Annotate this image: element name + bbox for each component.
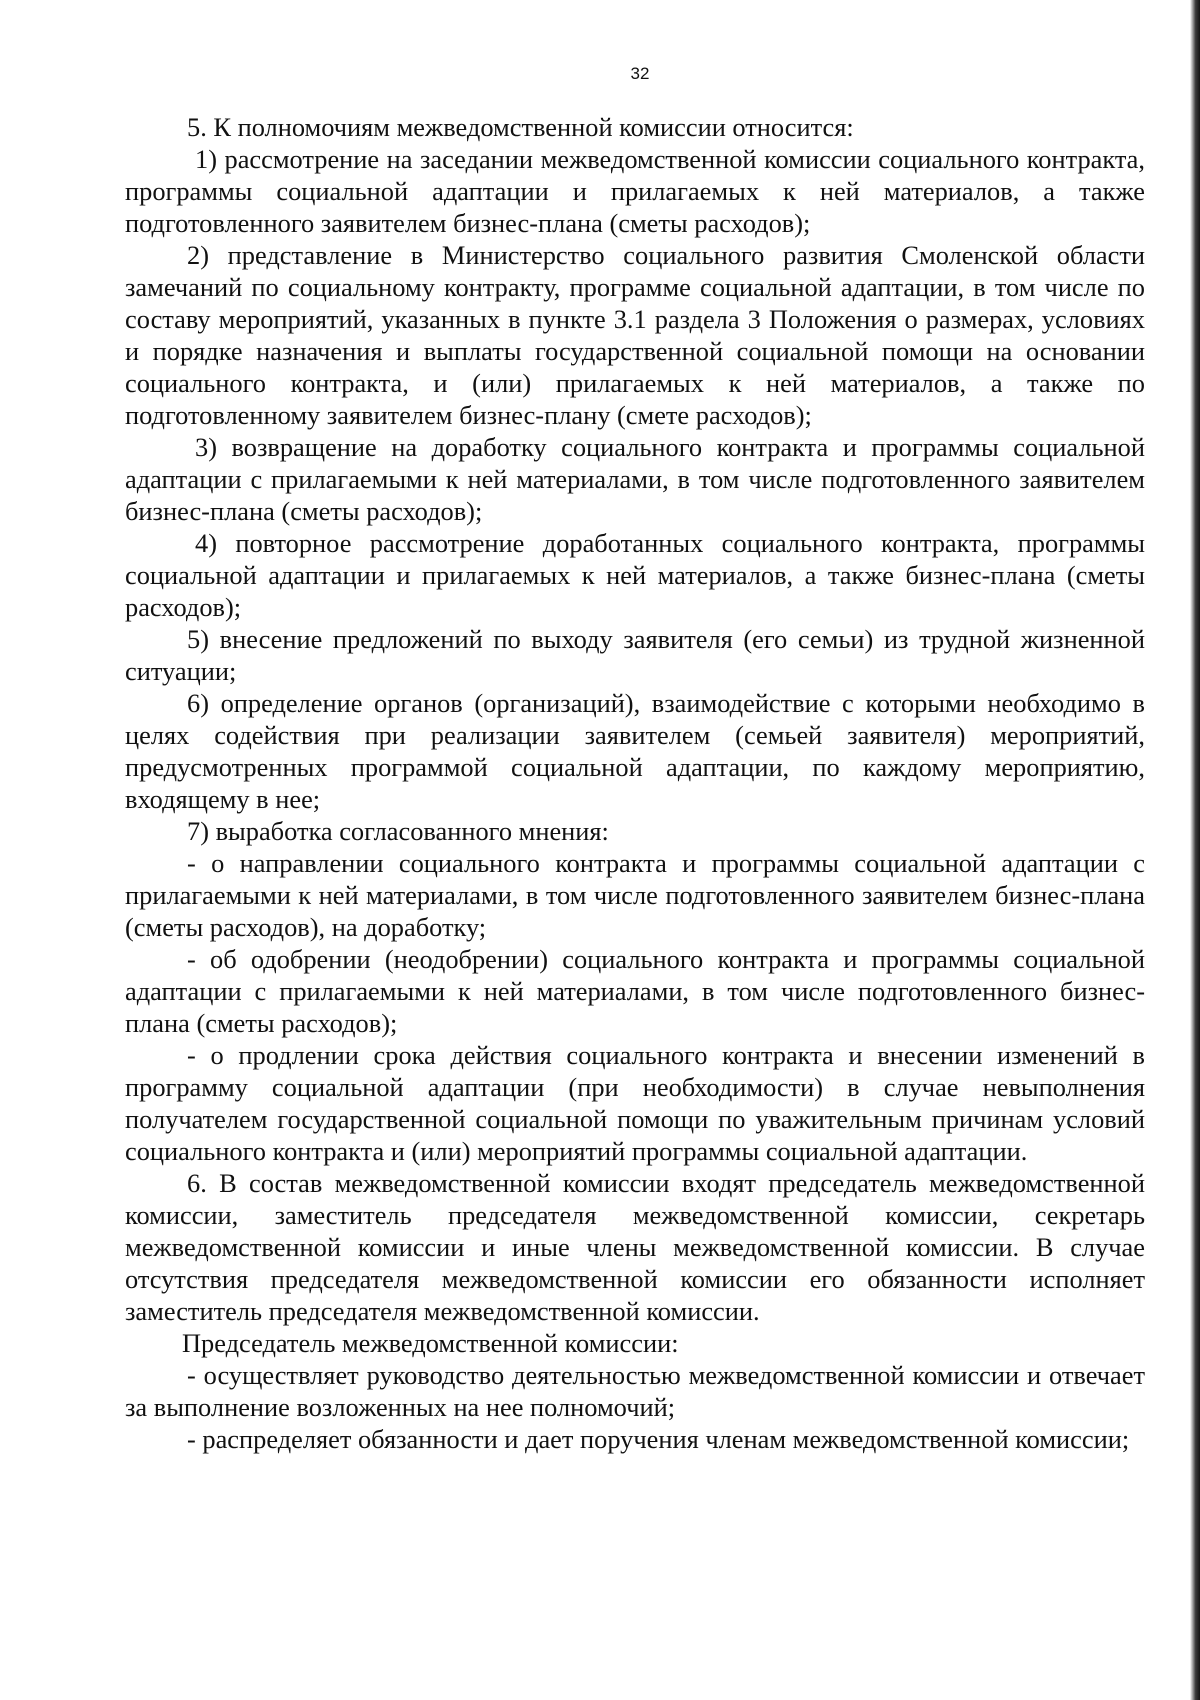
scan-page-edge — [1190, 0, 1200, 1700]
page-number: 32 — [630, 64, 650, 83]
bullet-approval: - об одобрении (неодобрении) социального контракта и программы социальной адаптации с прилагаемыми к ней материалами, в том числе подготовленного бизнес-плана (сметы расходов); — [125, 944, 1145, 1038]
chairman-duty-1: - осуществляет руководство деятельностью межведомственной комиссии и отвечает за выполнение возложенных на нее полномочий; — [125, 1360, 1145, 1422]
item-7: 7) выработка согласованного мнения: — [187, 816, 609, 846]
clause-5-heading: 5. К полномочиям межведомственной комиссии относится: — [187, 112, 854, 142]
item-6: 6) определение органов (организаций), взаимодействие с которыми необходимо в целях содействия при реализации заявителем (семьей заявителя) мероприятий, предусмотренных программой социальной адаптации, по каждому мероприятию, входящему в нее; — [125, 688, 1145, 814]
chairman-heading: Председатель межведомственной комиссии: — [182, 1328, 679, 1358]
document-body — [125, 111, 1145, 1455]
chairman-duty-2: - распределяет обязанности и дает поручения членам межведомственной комиссии; — [187, 1424, 1130, 1454]
item-4: 4) повторное рассмотрение доработанных социального контракта, программы социальной адаптации и прилагаемых к ней материалов, а также бизнес-плана (сметы расходов); — [125, 528, 1145, 622]
item-3: 3) возвращение на доработку социального контракта и программы социальной адаптации с прилагаемыми к ней материалами, в том числе подготовленного заявителем бизнес-плана (сметы расходов); — [125, 432, 1145, 526]
bullet-revision: - о направлении социального контракта и программы социальной адаптации с прилагаемыми к ней материалами, в том числе подготовленного заявителем бизнес-плана (сметы расходов), на доработку; — [125, 848, 1145, 942]
item-1: 1) рассмотрение на заседании межведомственной комиссии социального контракта, программы социальной адаптации и прилагаемых к ней материалов, а также подготовленного заявителем бизнес-плана (сметы расходов); — [125, 144, 1145, 238]
item-2: 2) представление в Министерство социального развития Смоленской области замечаний по социальному контракту, программе социальной адаптации, в том числе по составу мероприятий, указанных в пункте 3.1 раздела 3 Положения о размерах, условиях и порядке назначения и выплаты государственной социальной помощи на основании социального контракта, и (или) прилагаемых к ней материалов, а также по подготовленному заявителем бизнес-плану (смете расходов); — [125, 240, 1145, 430]
item-5: 5) внесение предложений по выходу заявителя (его семьи) из трудной жизненной ситуации; — [125, 624, 1145, 686]
clause-6: 6. В состав межведомственной комиссии входят председатель межведомственной комиссии, заместитель председателя межведомственной комиссии, секретарь межведомственной комиссии и иные члены межведомственной комиссии. В случае отсутствия председателя межведомственной комиссии его обязанности исполняет заместитель председателя межведомственной комиссии. — [125, 1168, 1145, 1326]
bullet-extension: - о продлении срока действия социального контракта и внесении изменений в программу социальной адаптации (при необходимости) в случае невыполнения получателем государственной социальной помощи по уважительным причинам условий социального контракта и (или) мероприятий программы социальной адаптации. — [125, 1040, 1145, 1166]
